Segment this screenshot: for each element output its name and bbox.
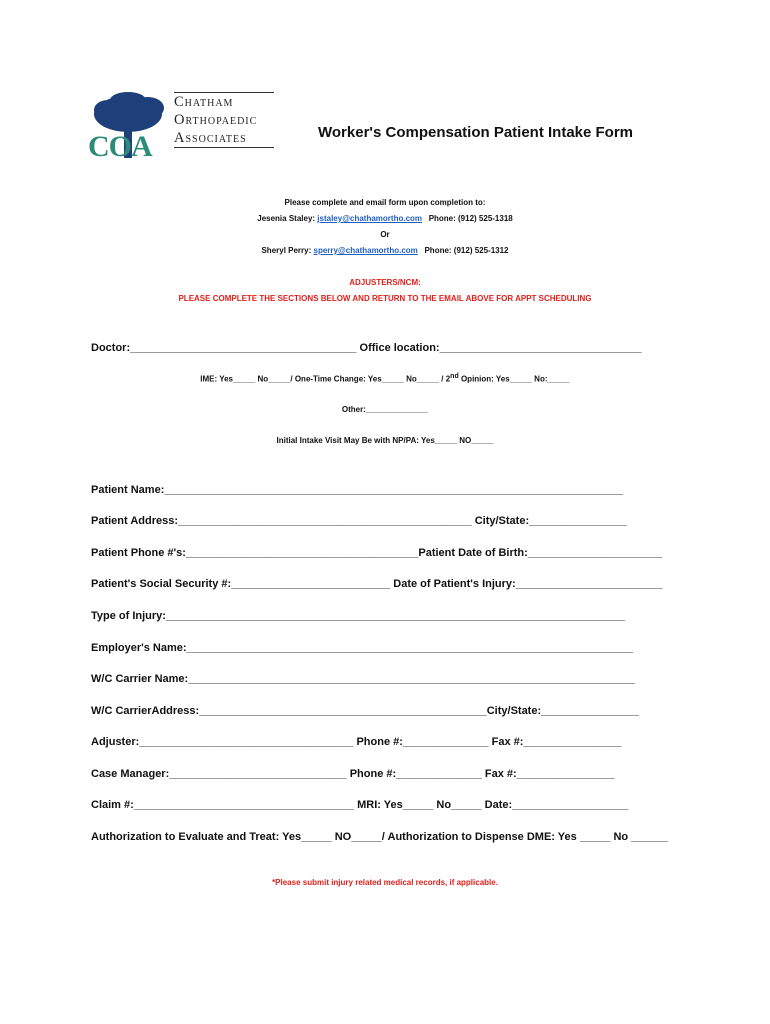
contact-perry-phone: Phone: (912) 525-1312	[424, 246, 509, 255]
instructions-line: Please complete and email form upon completion to:	[284, 198, 486, 207]
patient-phone-field[interactable]: Patient Phone #'s:______________________________________Patient Date of Birth:______________________	[91, 547, 663, 559]
other-field[interactable]: Other:______________	[341, 405, 429, 414]
contact-perry-name: Sheryl Perry:	[261, 246, 312, 255]
ime-field-text-b: Opinion: Yes_____ No:_____	[458, 374, 570, 384]
medical-records-note: *Please submit injury related medical records, if applicable.	[272, 878, 498, 887]
carrier-address-field[interactable]: W/C CarrierAddress:_______________________________________________City/State:________________	[91, 705, 640, 717]
contact-perry-email-link[interactable]: sperry@chathamortho.com	[313, 246, 418, 255]
contact-perry	[0, 246, 770, 255]
case-manager-field[interactable]: Case Manager:_____________________________ Phone #:______________ Fax #:________________	[91, 768, 615, 780]
form-title: Worker's Compensation Patient Intake Form	[318, 124, 634, 141]
doctor-field[interactable]: Doctor:_____________________________________ Office location:_________________________________	[91, 342, 642, 354]
employer-name-field[interactable]: Employer's Name:_________________________________________________________________________	[91, 642, 634, 654]
logo-line-associates: Associates	[174, 130, 247, 146]
patient-address-field[interactable]: Patient Address:________________________________________________ City/State:________________	[91, 515, 627, 527]
contact-staley-name: Jesenia Staley:	[257, 214, 316, 223]
initial-intake-field[interactable]: Initial Intake Visit May Be with NP/PA: Yes_____ NO_____	[276, 436, 494, 445]
ime-field-sup: nd	[450, 373, 459, 380]
claim-field[interactable]: Claim #:____________________________________ MRI: Yes_____ No_____ Date:___________________	[91, 799, 629, 811]
logo-line-orthopaedic: Orthopaedic	[174, 112, 258, 128]
injury-type-field[interactable]: Type of Injury:___________________________________________________________________________	[91, 610, 625, 622]
chatham-orthopaedic-logo	[88, 92, 278, 162]
adjusters-instructions: PLEASE COMPLETE THE SECTIONS BELOW AND RETURN TO THE EMAIL ABOVE FOR APPT SCHEDULING	[178, 294, 592, 303]
logo-monogram: COA	[88, 130, 152, 163]
contact-staley-phone: Phone: (912) 525-1318	[428, 214, 513, 223]
contact-staley	[0, 214, 770, 223]
adjuster-field[interactable]: Adjuster:___________________________________ Phone #:______________ Fax #:________________	[91, 736, 622, 748]
authorization-field[interactable]: Authorization to Evaluate and Treat: Yes_____ NO_____/ Authorization to Dispense DME: Yes _____ No ______	[91, 831, 668, 843]
or-text: Or	[380, 230, 390, 239]
logo-line-chatham: Chatham	[174, 94, 234, 110]
carrier-name-field[interactable]: W/C Carrier Name:_________________________________________________________________________	[91, 673, 635, 685]
contact-staley-email-link[interactable]: jstaley@chathamortho.com	[317, 214, 423, 223]
ime-field[interactable]	[0, 373, 770, 384]
patient-name-field[interactable]: Patient Name:___________________________________________________________________________	[91, 484, 624, 496]
logo-wordmark	[174, 92, 278, 148]
adjusters-heading: ADJUSTERS/NCM:	[349, 278, 421, 287]
ssn-field[interactable]: Patient's Social Security #:__________________________ Date of Patient's Injury:________________________	[91, 578, 663, 590]
ime-field-text: IME: Yes_____ No_____/ One-Time Change: Yes_____ No_____ / 2	[200, 374, 451, 384]
